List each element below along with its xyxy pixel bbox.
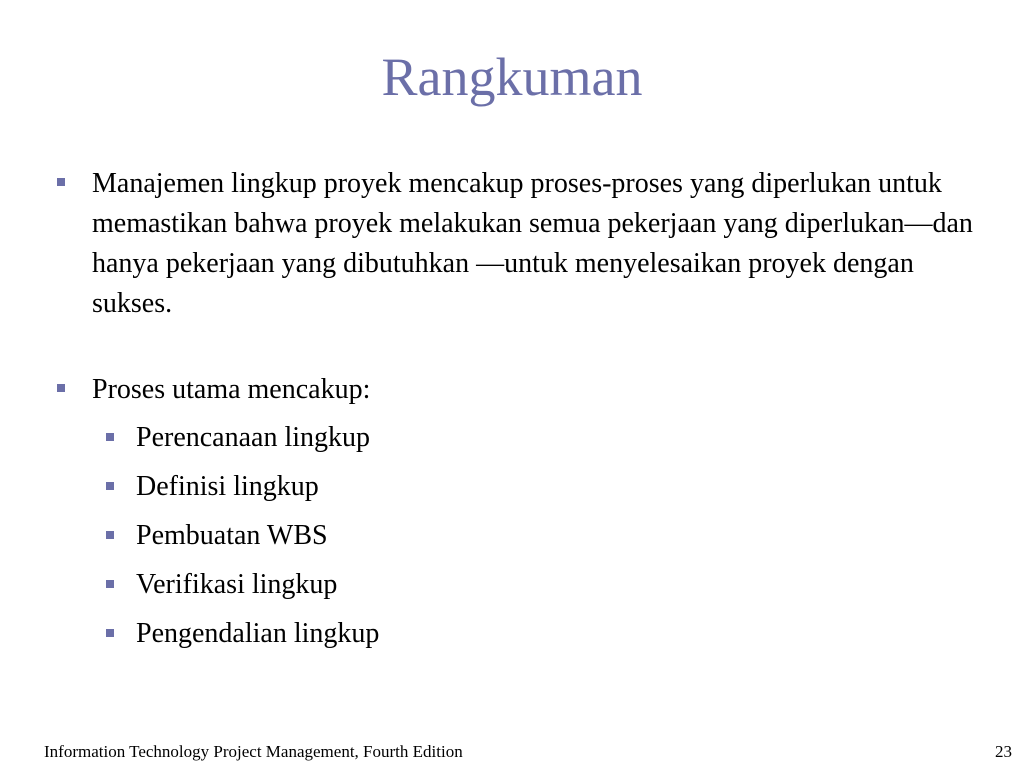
- bullet-text: Proses utama mencakup:: [92, 374, 371, 405]
- spacer: [54, 324, 974, 370]
- sub-bullet-item: [54, 418, 974, 458]
- bullet-item: [54, 164, 974, 324]
- sub-bullet-text: Definisi lingkup: [136, 471, 319, 502]
- sub-bullet-text: Pembuatan WBS: [136, 520, 328, 551]
- sub-bullet-text: Perencanaan lingkup: [136, 422, 371, 453]
- footer-text: Information Technology Project Management, Fourth Edition: [44, 742, 463, 761]
- sub-bullet-item: [54, 614, 974, 654]
- sub-bullet-item: [54, 516, 974, 556]
- sub-bullet-text: Verifikasi lingkup: [136, 569, 338, 600]
- square-bullet-icon: [57, 178, 65, 186]
- slide-title: Rangkuman: [381, 47, 643, 107]
- sub-bullet-item: [54, 565, 974, 605]
- bullet-item: [54, 370, 974, 410]
- square-bullet-icon: [106, 580, 114, 588]
- square-bullet-icon: [106, 482, 114, 490]
- bullet-text: Manajemen lingkup proyek mencakup proses-proses yang diperlukan untuk memastikan bahwa proyek melakukan semua pekerjaan yang diperlukan—dan hanya pekerjaan yang dibutuhkan —untuk menyelesaikan proyek dengan sukses.: [92, 168, 973, 319]
- square-bullet-icon: [106, 531, 114, 539]
- square-bullet-icon: [106, 629, 114, 637]
- sub-bullet-list: [54, 418, 974, 654]
- square-bullet-icon: [57, 384, 65, 392]
- slide-content: [54, 164, 974, 663]
- sub-bullet-text: Pengendalian lingkup: [136, 618, 380, 649]
- sub-bullet-item: [54, 467, 974, 507]
- square-bullet-icon: [106, 433, 114, 441]
- page-number: 23: [995, 742, 1012, 761]
